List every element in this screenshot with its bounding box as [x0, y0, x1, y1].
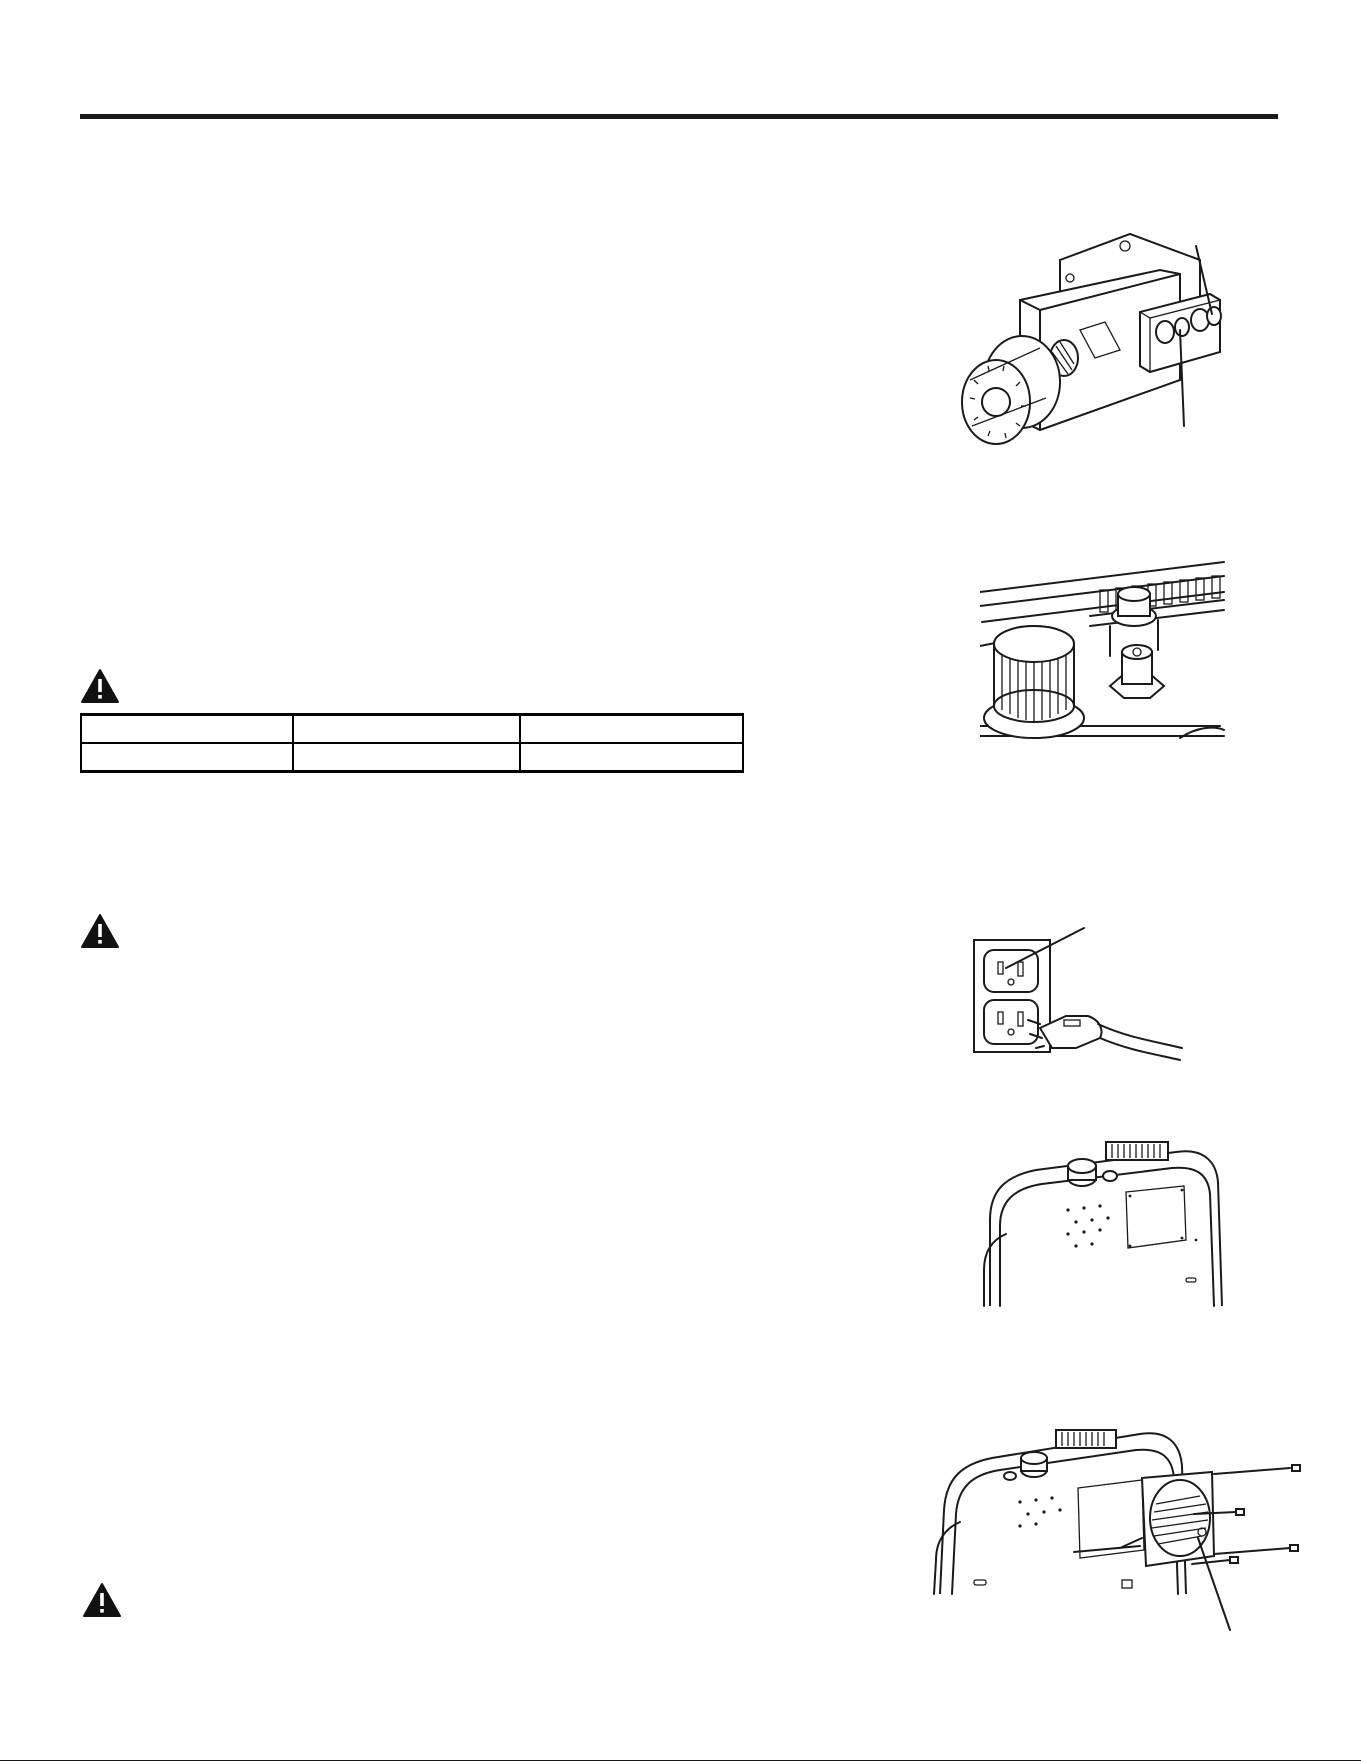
- table-cell: [520, 743, 743, 772]
- table-cell: [81, 715, 293, 744]
- table-cell: [293, 743, 520, 772]
- warning-triangle-icon: [82, 1582, 122, 1618]
- table-row: [81, 715, 743, 744]
- heater-rear-panel-figure: [976, 1130, 1246, 1310]
- header-rule: [80, 114, 1278, 119]
- control-panel-knob-and-igniter-figure: [980, 556, 1230, 746]
- wall-outlet-and-plug-figure: [968, 920, 1208, 1070]
- heater-fan-assembly-figure: [930, 1420, 1310, 1660]
- warning-triangle-icon: [80, 913, 120, 949]
- table-cell: [520, 715, 743, 744]
- table-cell: [81, 743, 293, 772]
- table-row: [81, 743, 743, 772]
- table-cell: [293, 715, 520, 744]
- thermostat-control-assembly-figure: [960, 230, 1250, 460]
- spec-table: [80, 713, 744, 773]
- warning-triangle-icon: [80, 668, 120, 704]
